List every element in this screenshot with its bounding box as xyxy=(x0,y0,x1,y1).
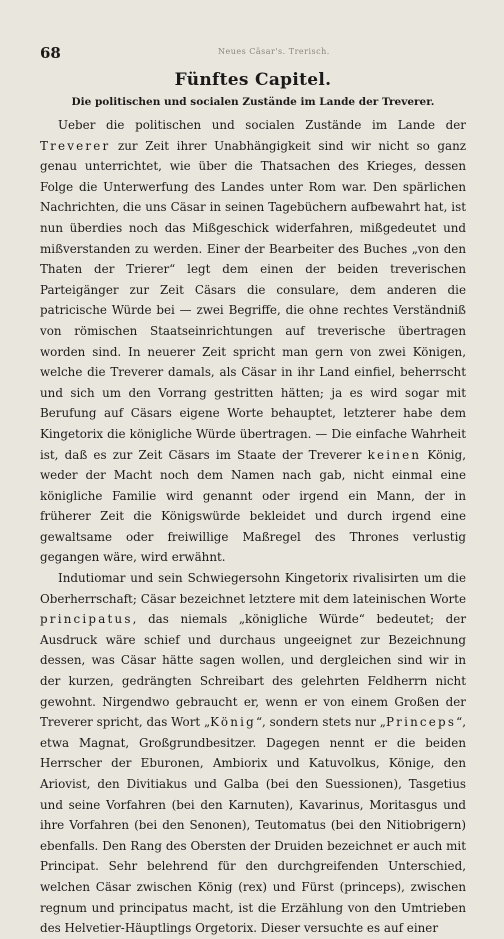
emphasized-word: König xyxy=(210,715,256,730)
body-paragraph xyxy=(40,568,466,939)
emphasized-word: Treverer xyxy=(40,138,111,153)
text-run: Ueber die politischen und socialen Zustände im Lande der xyxy=(58,118,466,132)
body-text xyxy=(40,115,466,939)
text-run: , das niemals „königliche Würde“ bedeutet; der Ausdruck wäre schief und durchaus ungeeignet zur Bezeichnung dessen, was Cäsar hätte sagen wollen, und dergleichen sind wir in der kurzen, gedrängten Schreibart des gelehrten Feldherrn nicht gewohnt. Nirgendwo gebraucht er, wenn er von einem Großen der Treverer spricht, das Wort „ xyxy=(40,612,466,730)
body-paragraph xyxy=(40,115,466,568)
emphasized-word: principatus xyxy=(40,612,133,627)
chapter-title: Fünftes Capitel. xyxy=(174,70,332,90)
text-run: Indutiomar und sein Schwiegersohn Kingetorix rivalisirten um die Oberherrschaft; Cäsar bezeichnet letztere mit dem lateinischen Worte xyxy=(40,571,466,606)
text-run: König, weder der Macht noch dem Namen nach gab, nicht einmal eine königliche Familie wird genannt oder irgend ein Mann, der in früherer Zeit die Königswürde bekleidet und durch irgend eine gewaltsame oder freiwillige Maßregel des Thrones verlustig gegangen wäre, wird erwähnt. xyxy=(40,447,466,565)
emphasized-word: keinen xyxy=(367,447,422,462)
emphasized-word: Princeps xyxy=(385,715,457,730)
text-run: zur Zeit ihrer Unabhängigkeit sind wir nicht so ganz genau unterrichtet, wie über die Thatsachen des Krieges, dessen Folge die Unterwerfung des Landes unter Rom war. Den spärlichen Nachrichten, die uns Cäsar in seinen Tagebüchern aufbewahrt hat, ist nun überdies noch das Mißgeschick widerfahren, mißgedeutet und mißverstanden zu werden. Einer der Bearbeiter des Buches „von den Thaten der Trierer“ legt dem einen der beiden treverischen Parteigänger zur Zeit Cäsars die consulare, dem anderen die patricische Würde bei — zwei Begriffe, die ohne rechtes Verständniß von römischen Staatseinrichtungen auf treverische übertragen worden sind. In neuerer Zeit spricht man gern von zwei Königen, welche die Treverer damals, als Cäsar in ihr Land einfiel, beherrscht und sich um den Vorrang gestritten hätten; ja es wird sogar mit Berufung auf Cäsars eigene Worte behauptet, letzterer habe dem Kingetorix die königliche Würde übertragen. — Die einfache Wahrheit ist, daß es zur Zeit Cäsars im Staate der Treverer xyxy=(40,138,466,462)
running-head: Neues Cäsar's. Trerisch. xyxy=(218,47,330,56)
text-run: “, sondern stets nur „ xyxy=(255,715,386,730)
text-run: “, etwa Magnat, Großgrundbesitzer. Dagegen nennt er die beiden Herrscher der Eburonen, Ambiorix und Katuvolkus, Könige, den Ariovist, den Divitiakus und Galba (bei den Suessionen), Tasgetius und seine Vorfahren (bei den Karnuten), Kavarinus, Moritasgus und ihre Vorfahren (bei den Senonen), Teutomatus (bei den Nitiobrigern) ebenfalls. Den Rang des Obersten der Druiden bezeichnet er auch mit Principat. Sehr belehrend für den durchgreifenden Unterschied, welchen Cäsar zwischen König (rex) und Fürst (princeps), zwischen regnum und principatus macht, ist die Erzählung von den Umtrieben des Helvetier-Häuptlings Orgetorix. Dieser versuchte es auf einer xyxy=(40,715,466,936)
chapter-subtitle: Die politischen und socialen Zustände im Lande der Treverer. xyxy=(71,96,435,108)
page-number: 68 xyxy=(40,44,61,62)
